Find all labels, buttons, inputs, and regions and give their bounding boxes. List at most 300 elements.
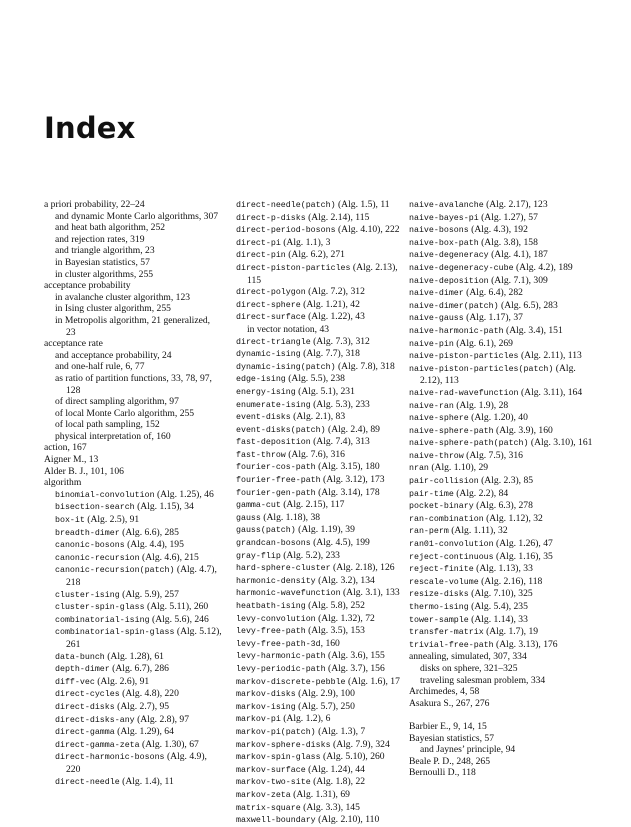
index-entry bbox=[236, 625, 408, 638]
index-subentry bbox=[44, 676, 222, 689]
entry-text: physical interpretation of, 160 bbox=[55, 430, 171, 442]
algorithm-name: levy-convolution bbox=[236, 614, 316, 624]
entry-text: (Alg. 1.2), 6 bbox=[280, 713, 331, 725]
entry-text: (Alg. 5.4), 235 bbox=[468, 601, 528, 612]
entry-text: (Alg. 1.4), 11 bbox=[119, 775, 174, 787]
index-entry bbox=[236, 299, 408, 312]
algorithm-name: direct-period-bosons bbox=[236, 226, 336, 236]
algorithm-name: ran01-convolution bbox=[409, 540, 494, 550]
algorithm-name: diff-vec bbox=[55, 677, 95, 687]
algorithm-name: gray-flip bbox=[236, 551, 281, 561]
algorithm-name: gauss bbox=[236, 513, 261, 523]
algorithm-name: cluster-spin-glass bbox=[55, 603, 145, 613]
algorithm-name: direct-pi bbox=[236, 238, 281, 248]
index-entry bbox=[409, 686, 595, 698]
index-entry bbox=[409, 312, 595, 325]
algorithm-name: markov-spin-glass bbox=[236, 753, 321, 763]
entry-text: (Alg. 1.26), 47 bbox=[493, 538, 553, 550]
algorithm-name: direct-harmonic-bosons bbox=[55, 753, 165, 763]
entry-text: acceptance rate bbox=[44, 338, 103, 350]
entry-text: Barbier E., 9, 14, 15 bbox=[409, 720, 487, 732]
algorithm-name: fast-throw bbox=[236, 450, 286, 460]
index-subentry bbox=[44, 419, 222, 431]
entry-text: (Alg. 1.20), 40 bbox=[468, 412, 528, 424]
entry-text: in Ising cluster algorithm, 255 bbox=[55, 303, 171, 315]
index-entry bbox=[236, 262, 408, 286]
entry-text: (Alg. 3.13), 176 bbox=[493, 638, 558, 650]
entry-text: (Alg. 6.3), 278 bbox=[473, 500, 533, 512]
algorithm-name: naive-sphere-path bbox=[409, 426, 494, 436]
entry-text: Asakura S., 267, 276 bbox=[409, 697, 490, 709]
algorithm-name: ran-combination bbox=[409, 514, 484, 524]
entry-text: in Bayesian statistics, 57 bbox=[55, 256, 150, 268]
algorithm-name: direct-surface bbox=[236, 313, 306, 323]
algorithm-name: direct-gamma-zeta bbox=[55, 740, 140, 750]
entry-text: (Alg. 4.6), 215 bbox=[139, 551, 199, 563]
index-entry bbox=[236, 424, 408, 437]
index-entry bbox=[44, 454, 222, 466]
algorithm-name: markov-discrete-pebble bbox=[236, 677, 346, 687]
index-subentry bbox=[44, 350, 222, 362]
algorithm-name: combinatorial-spin-glass bbox=[55, 628, 175, 638]
entry-text: and triangle algorithm, 23 bbox=[55, 245, 155, 257]
index-subentry bbox=[44, 739, 222, 752]
index-subentry bbox=[44, 431, 222, 443]
entry-text: (Alg. 3.1), 133 bbox=[340, 587, 400, 599]
algorithm-name: direct-disks bbox=[55, 702, 115, 712]
index-entry bbox=[236, 600, 408, 613]
entry-text: (Alg. 7.6), 316 bbox=[285, 448, 345, 460]
entry-text: and one-half rule, 6, 77 bbox=[55, 361, 145, 373]
entry-text: (Alg. 2.4), 89 bbox=[325, 423, 380, 435]
entry-text: (Alg. 1.24), 44 bbox=[305, 763, 365, 775]
index-entry bbox=[236, 199, 408, 212]
algorithm-name: markov-zeta bbox=[236, 790, 291, 800]
algorithm-name: dynamic-ising bbox=[236, 350, 301, 360]
index-entry bbox=[409, 601, 595, 614]
entry-text: Beale P. D., 248, 265 bbox=[409, 755, 491, 767]
index-entry bbox=[236, 739, 408, 752]
index-subentry bbox=[44, 211, 222, 223]
index-entry bbox=[236, 249, 408, 262]
index-subentry bbox=[44, 408, 222, 420]
entry-text: as ratio of partition functions, 33, 78, 97, 128 bbox=[55, 372, 212, 396]
index-entry bbox=[236, 212, 408, 225]
index-entry bbox=[236, 474, 408, 487]
index-subentry bbox=[44, 292, 222, 304]
entry-text: (Alg. 5.5), 238 bbox=[285, 373, 345, 385]
algorithm-name: direct-triangle bbox=[236, 337, 311, 347]
entry-text: (Alg. 1.14), 33 bbox=[468, 613, 528, 625]
entry-text: (Alg. 1.25), 46 bbox=[154, 488, 214, 500]
algorithm-name: direct-needle bbox=[55, 777, 120, 787]
index-entry bbox=[236, 336, 408, 349]
index-entry bbox=[236, 411, 408, 424]
index-entry bbox=[409, 500, 595, 513]
algorithm-name: harmonic-density bbox=[236, 576, 316, 586]
algorithm-name: markov-ising bbox=[236, 702, 296, 712]
index-entry bbox=[409, 551, 595, 564]
index-subentry bbox=[44, 626, 222, 650]
index-entry bbox=[236, 663, 408, 676]
entry-text: (Alg. 2.14), 115 bbox=[305, 211, 370, 223]
entry-text: and Jaynes’ principle, 94 bbox=[420, 744, 516, 756]
algorithm-name: levy-free-path-3d bbox=[236, 639, 321, 649]
index-entry bbox=[236, 802, 408, 815]
index-entry bbox=[236, 311, 408, 324]
index-subentry bbox=[44, 601, 222, 614]
index-subentry bbox=[44, 564, 222, 588]
entry-text: Bayesian statistics, 57 bbox=[409, 732, 494, 744]
entry-text: (Alg. 7.1), 309 bbox=[488, 274, 548, 286]
index-entry bbox=[409, 275, 595, 288]
index-entry bbox=[236, 436, 408, 449]
index-entry bbox=[409, 462, 595, 475]
index-subentry bbox=[409, 675, 595, 687]
entry-text: (Alg. 1.22), 43 bbox=[305, 311, 365, 323]
index-entry bbox=[236, 688, 408, 701]
entry-text: (Alg. 5.2), 233 bbox=[280, 549, 340, 561]
index-entry bbox=[236, 650, 408, 663]
algorithm-name: direct-pin bbox=[236, 251, 286, 261]
entry-text: (Alg. 3.14), 178 bbox=[315, 486, 380, 498]
entry-text: (Alg. 3.4), 151 bbox=[503, 324, 563, 336]
entry-text: (Alg. 2.2), 84 bbox=[453, 487, 509, 499]
index-entry bbox=[409, 425, 595, 438]
entry-text: (Alg. 5.1), 231 bbox=[295, 385, 355, 397]
index-subentry bbox=[44, 257, 222, 269]
algorithm-name: depth-dimer bbox=[55, 665, 110, 675]
index-entry bbox=[409, 199, 595, 212]
entry-text: (Alg. 6.5), 283 bbox=[498, 299, 558, 311]
index-entry bbox=[44, 199, 222, 211]
index-entry bbox=[236, 537, 408, 550]
index-subentry bbox=[44, 539, 222, 552]
entry-text: (Alg. 1.16), 35 bbox=[493, 550, 553, 562]
algorithm-name: rescale-volume bbox=[409, 577, 479, 587]
algorithm-name: maxwell-boundary bbox=[236, 816, 316, 826]
entry-text: (Alg. 4.4), 195 bbox=[124, 539, 184, 551]
entry-text: (Alg. 1.13), 33 bbox=[473, 563, 533, 575]
entry-text: (Alg. 1.12), 32 bbox=[483, 512, 543, 524]
index-subentry bbox=[44, 373, 222, 396]
entry-text: (Alg. 1.27), 57 bbox=[478, 211, 538, 223]
index-entry bbox=[409, 412, 595, 425]
index-subentry bbox=[44, 489, 222, 502]
index-entry bbox=[236, 499, 408, 512]
entry-text: (Alg. 3.10), 161 bbox=[528, 437, 593, 449]
algorithm-name: breadth-dimer bbox=[55, 528, 120, 538]
entry-text: acceptance probability bbox=[44, 280, 131, 292]
index-entry bbox=[409, 588, 595, 601]
algorithm-name: direct-cycles bbox=[55, 690, 120, 700]
entry-text: (Alg. 3.9), 160 bbox=[493, 424, 553, 436]
page-title: Index bbox=[44, 111, 136, 145]
entry-text: (Alg. 1.31), 69 bbox=[290, 788, 350, 800]
entry-text: (Alg. 7.2), 312 bbox=[305, 286, 365, 298]
entry-text: (Alg. 7.8), 318 bbox=[335, 360, 395, 372]
index-entry bbox=[409, 350, 595, 363]
index-entry bbox=[409, 224, 595, 237]
algorithm-name: naive-harmonic-path bbox=[409, 326, 504, 336]
index-entry bbox=[236, 550, 408, 563]
algorithm-name: markov-pi bbox=[236, 715, 281, 725]
entry-text: Archimedes, 4, 58 bbox=[409, 686, 480, 698]
entry-text: (Alg. 1.6), 17 bbox=[345, 675, 400, 687]
entry-text: (Alg. 3.6), 155 bbox=[325, 650, 385, 662]
index-entry bbox=[44, 280, 222, 292]
index-entry bbox=[236, 461, 408, 474]
entry-text: in avalanche cluster algorithm, 123 bbox=[55, 291, 191, 303]
algorithm-name: heatbath-ising bbox=[236, 602, 306, 611]
index-column-3 bbox=[409, 199, 595, 779]
index-entry bbox=[236, 701, 408, 714]
algorithm-name: event-disks bbox=[236, 413, 291, 423]
algorithm-name: naive-sphere-path(patch) bbox=[409, 439, 529, 449]
algorithm-name: markov-pi(patch) bbox=[236, 727, 316, 737]
entry-text: (Alg. 2.3), 85 bbox=[478, 475, 534, 487]
index-entry bbox=[236, 487, 408, 500]
entry-text: in cluster algorithms, 255 bbox=[55, 268, 154, 280]
entry-text: (Alg. 1.5), 11 bbox=[335, 199, 390, 210]
index-entry bbox=[44, 477, 222, 489]
algorithm-name: markov-sphere-disks bbox=[236, 740, 331, 750]
entry-text: (Alg. 6.6), 285 bbox=[119, 526, 179, 538]
entry-text: (Alg. 2.18), 126 bbox=[330, 562, 395, 574]
index-entry bbox=[409, 287, 595, 300]
algorithm-name: naive-piston-particles bbox=[409, 352, 519, 362]
entry-text: Aigner M., 13 bbox=[44, 454, 99, 466]
entry-text: (Alg. 4.10), 222 bbox=[335, 224, 400, 236]
algorithm-name: pair-collision bbox=[409, 477, 479, 487]
entry-text: (Alg. 5.9), 257 bbox=[119, 588, 179, 600]
entry-text: (Alg. 3.11), 164 bbox=[518, 386, 583, 398]
algorithm-name: reject-continuous bbox=[409, 552, 494, 562]
entry-text: and heat bath algorithm, 252 bbox=[55, 222, 166, 234]
index-entry bbox=[409, 614, 595, 627]
entry-text: (Alg. 5.3), 233 bbox=[310, 398, 370, 410]
entry-text: (Alg. 1.9), 28 bbox=[453, 399, 509, 411]
index-entry bbox=[236, 587, 408, 600]
index-entry bbox=[236, 512, 408, 525]
entry-text: (Alg. 1.8), 22 bbox=[310, 776, 366, 788]
entry-text: (Alg. 6.7), 286 bbox=[109, 663, 169, 675]
algorithm-name: thermo-ising bbox=[409, 603, 469, 612]
entry-text: (Alg. 2.13), 115 bbox=[247, 261, 398, 286]
index-entry bbox=[236, 726, 408, 739]
entry-text: (Alg. 4.8), 220 bbox=[119, 688, 179, 700]
entry-text: Bernoulli D., 118 bbox=[409, 767, 476, 779]
entry-text: (Alg. 3.5), 153 bbox=[305, 625, 365, 637]
index-entry bbox=[409, 325, 595, 338]
entry-text: (Alg. 2.12), 113 bbox=[420, 362, 576, 387]
algorithm-name: direct-disks-any bbox=[55, 715, 135, 725]
algorithm-name: fourier-gen-path bbox=[236, 488, 316, 498]
algorithm-name: matrix-square bbox=[236, 803, 301, 813]
algorithm-name: fourier-free-path bbox=[236, 476, 321, 486]
index-subentry bbox=[236, 324, 408, 336]
algorithm-name: naive-box-path bbox=[409, 238, 479, 248]
entry-text: action, 167 bbox=[44, 442, 87, 454]
algorithm-name: direct-needle(patch) bbox=[236, 201, 336, 210]
entry-text: (Alg. 7.5), 316 bbox=[463, 449, 523, 461]
algorithm-name: markov-disks bbox=[236, 690, 296, 700]
entry-text: (Alg. 5.6), 246 bbox=[149, 613, 209, 625]
index-entry bbox=[236, 613, 408, 626]
algorithm-name: naive-dimer(patch) bbox=[409, 301, 499, 311]
entry-text: (Alg. 6.1), 269 bbox=[453, 337, 513, 349]
entry-text: annealing, simulated, 307, 334 bbox=[409, 651, 527, 663]
algorithm-name: fourier-cos-path bbox=[236, 463, 316, 473]
entry-text: (Alg. 3.7), 156 bbox=[325, 662, 385, 674]
algorithm-name: dynamic-ising(patch) bbox=[236, 362, 336, 372]
index-subentry bbox=[44, 222, 222, 234]
entry-text: (Alg. 2.17), 123 bbox=[483, 199, 548, 210]
index-entry bbox=[409, 212, 595, 225]
index-entry bbox=[236, 764, 408, 777]
algorithm-name: nran bbox=[409, 464, 429, 474]
index-subentry bbox=[44, 751, 222, 775]
algorithm-name: canonic-recursion(patch) bbox=[55, 566, 175, 576]
index-entry bbox=[236, 638, 408, 651]
entry-text: (Alg. 5.10), 260 bbox=[320, 751, 385, 763]
algorithm-name: edge-ising bbox=[236, 375, 286, 385]
algorithm-name: hard-sphere-cluster bbox=[236, 564, 331, 574]
entry-text: (Alg. 5.7), 250 bbox=[295, 700, 355, 712]
entry-text: (Alg. 1.32), 72 bbox=[315, 612, 375, 624]
index-entry bbox=[236, 224, 408, 237]
algorithm-name: combinatorial-ising bbox=[55, 615, 150, 625]
entry-text: (Alg. 2.1), 83 bbox=[290, 411, 346, 423]
algorithm-name: energy-ising bbox=[236, 387, 296, 397]
entry-text: (Alg. 3.2), 134 bbox=[315, 574, 375, 586]
entry-text: (Alg. 4.2), 189 bbox=[513, 261, 573, 273]
entry-text: (Alg. 7.3), 312 bbox=[310, 335, 370, 347]
algorithm-name: levy-periodic-path bbox=[236, 664, 326, 674]
algorithm-name: levy-free-path bbox=[236, 627, 306, 637]
index-entry bbox=[236, 237, 408, 250]
entry-text: (Alg. 1.30), 67 bbox=[139, 738, 199, 750]
index-entry bbox=[236, 713, 408, 726]
entry-text: (Alg. 1.3), 7 bbox=[315, 725, 366, 737]
entry-text: (Alg. 3.3), 145 bbox=[300, 801, 360, 813]
index-subentry bbox=[44, 303, 222, 315]
index-subentry bbox=[44, 552, 222, 565]
index-entry bbox=[236, 575, 408, 588]
index-entry bbox=[409, 767, 595, 779]
entry-text: (Alg. 7.10), 325 bbox=[468, 588, 533, 600]
index-entry bbox=[236, 814, 408, 827]
index-entry bbox=[409, 513, 595, 526]
algorithm-name: direct-p-disks bbox=[236, 213, 306, 223]
algorithm-name: naive-avalanche bbox=[409, 201, 484, 210]
algorithm-name: data-bunch bbox=[55, 652, 105, 662]
algorithm-name: direct-polygon bbox=[236, 288, 306, 298]
index-entry bbox=[236, 348, 408, 361]
algorithm-name: direct-piston-particles bbox=[236, 263, 351, 273]
algorithm-name: pair-time bbox=[409, 489, 454, 499]
entry-text: (Alg. 2.16), 118 bbox=[478, 575, 543, 587]
index-entry bbox=[409, 639, 595, 652]
index-entry bbox=[44, 442, 222, 454]
entry-text: traveling salesman problem, 334 bbox=[420, 674, 546, 686]
index-subentry bbox=[44, 701, 222, 714]
index-entry bbox=[409, 721, 595, 733]
algorithm-name: bisection-search bbox=[55, 503, 135, 513]
algorithm-name: binomial-convolution bbox=[55, 490, 155, 500]
algorithm-name: enumerate-ising bbox=[236, 400, 311, 410]
index-entry bbox=[409, 576, 595, 589]
entry-text: of direct sampling algorithm, 97 bbox=[55, 396, 179, 408]
index-subentry bbox=[44, 361, 222, 373]
index-entry bbox=[236, 776, 408, 789]
index-subentry bbox=[44, 651, 222, 664]
algorithm-name: reject-finite bbox=[409, 565, 474, 575]
index-entry bbox=[409, 488, 595, 501]
algorithm-name: trivial-free-path bbox=[409, 640, 494, 650]
entry-text: (Alg. 5.8), 252 bbox=[305, 600, 365, 611]
index-subentry bbox=[44, 614, 222, 627]
entry-text: (Alg. 1.1), 3 bbox=[280, 236, 331, 248]
index-subentry bbox=[44, 501, 222, 514]
algorithm-name: naive-throw bbox=[409, 451, 464, 461]
algorithm-name: pocket-binary bbox=[409, 502, 474, 512]
algorithm-name: fast-deposition bbox=[236, 438, 311, 448]
index-entry bbox=[236, 361, 408, 374]
entry-text: (Alg. 1.28), 61 bbox=[104, 650, 164, 662]
entry-text: (Alg. 2.11), 113 bbox=[518, 350, 582, 362]
index-subentry bbox=[409, 744, 595, 756]
entry-text: , 160 bbox=[320, 637, 340, 649]
algorithm-name: box-it bbox=[55, 516, 85, 526]
index-subentry bbox=[44, 714, 222, 727]
entry-text: algorithm bbox=[44, 477, 82, 489]
index-entry bbox=[236, 399, 408, 412]
entry-text: (Alg. 2.15), 117 bbox=[280, 499, 345, 511]
entry-text: (Alg. 2.6), 91 bbox=[94, 675, 150, 687]
index-subentry bbox=[44, 315, 222, 338]
algorithm-name: naive-degeneracy-cube bbox=[409, 263, 514, 273]
algorithm-name: gamma-cut bbox=[236, 501, 281, 511]
entry-text: (Alg. 7.9), 324 bbox=[330, 738, 390, 750]
index-entry bbox=[236, 449, 408, 462]
index-entry bbox=[409, 300, 595, 313]
algorithm-name: naive-ran bbox=[409, 401, 454, 411]
entry-text: (Alg. 2.5), 91 bbox=[84, 514, 140, 526]
entry-text: (Alg. 1.15), 34 bbox=[134, 501, 194, 513]
algorithm-name: markov-two-site bbox=[236, 778, 311, 788]
algorithm-name: cluster-ising bbox=[55, 590, 120, 600]
entry-text: (Alg. 2.7), 95 bbox=[114, 700, 170, 712]
entry-text: (Alg. 4.7), 218 bbox=[66, 564, 217, 588]
entry-text: and rejection rates, 319 bbox=[55, 233, 145, 245]
entry-text: a priori probability, 22–24 bbox=[44, 199, 145, 210]
index-subentry bbox=[409, 663, 595, 675]
index-entry bbox=[409, 756, 595, 768]
entry-text: (Alg. 1.29), 64 bbox=[114, 726, 174, 738]
entry-text: (Alg. 4.9), 220 bbox=[66, 751, 207, 775]
index-entry bbox=[409, 363, 595, 387]
algorithm-name: markov-surface bbox=[236, 765, 306, 775]
index-entry bbox=[236, 524, 408, 537]
entry-text: of local path sampling, 152 bbox=[55, 419, 160, 431]
entry-text: (Alg. 1.10), 29 bbox=[428, 462, 489, 474]
algorithm-name: naive-rad-wavefunction bbox=[409, 388, 519, 398]
index-subentry bbox=[44, 688, 222, 701]
index-entry bbox=[236, 676, 408, 689]
algorithm-name: gauss(patch) bbox=[236, 526, 296, 536]
entry-text: (Alg. 5.11), 260 bbox=[144, 601, 209, 613]
